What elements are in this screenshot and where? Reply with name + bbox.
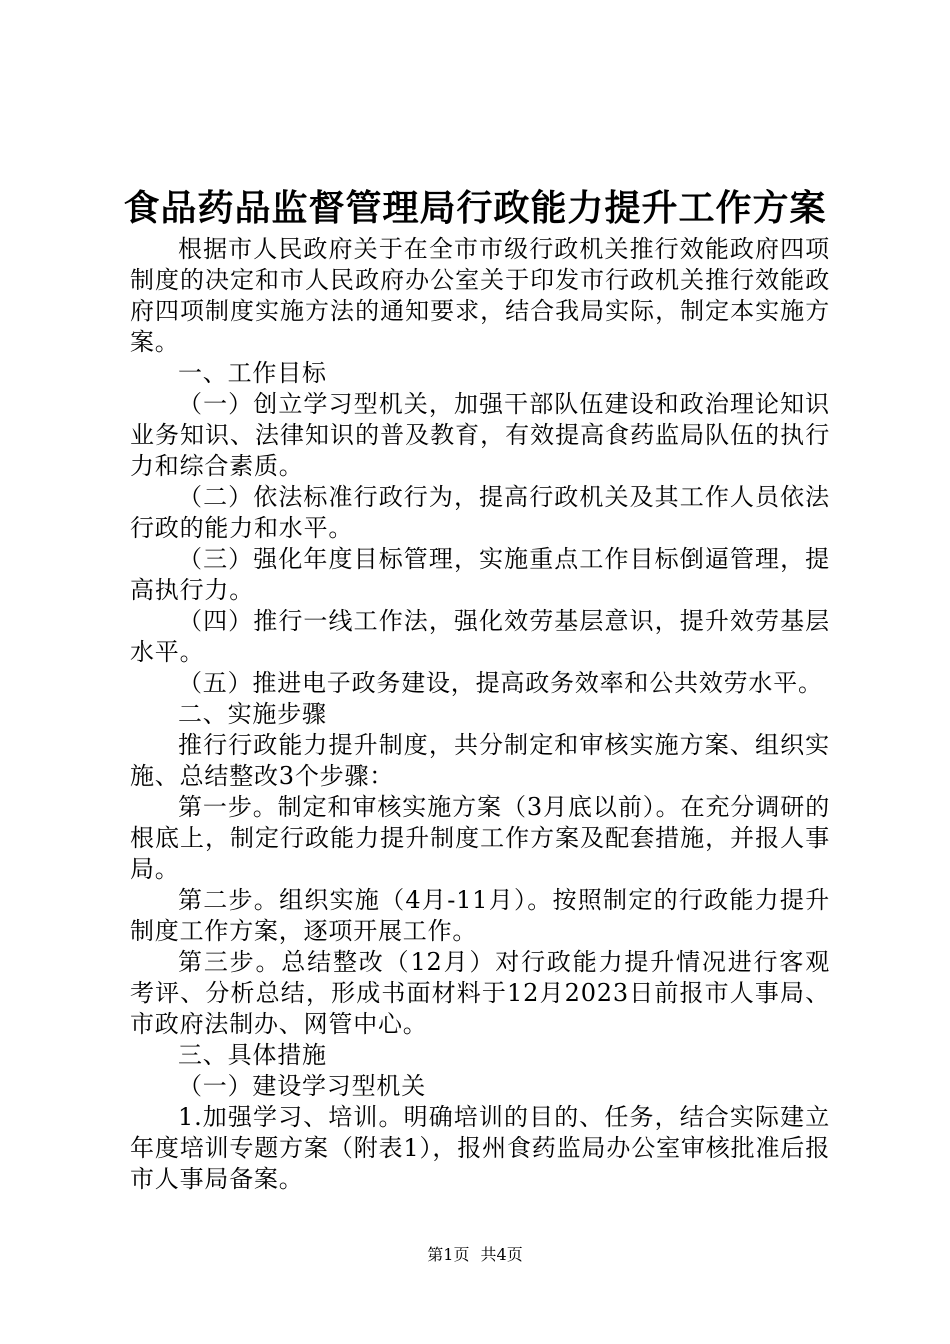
heading-specific-measures: 三、具体措施 [178,1041,327,1069]
paragraph-goal-2: （二）依法标准行政行为，提高行政机关及其工作人员依法行政的能力和水平。 [130,483,830,542]
paragraph-goal-3: （三）强化年度目标管理，实施重点工作目标倒逼管理，提高执行力。 [130,545,830,604]
paragraph-step-2: 第二步。组织实施（4月-11月）。按照制定的行政能力提升制度工作方案，逐项开展工作。 [130,886,830,945]
heading-implementation-steps: 二、实施步骤 [178,700,327,728]
page-total: 共4页 [480,1245,523,1264]
paragraph-intro: 根据市人民政府关于在全市市级行政机关推行效能政府四项制度的决定和市人民政府办公室关于印发市行政机关推行效能政府四项制度实施方法的通知要求，结合我局实际，制定本实施方案。 [130,235,830,356]
paragraph-measure-1: 1.加强学习、培训。明确培训的目的、任务，结合实际建立年度培训专题方案（附表1），报州食药监局办公室审核批准后报市人事局备案。 [130,1103,830,1193]
document-body [130,234,830,1195]
paragraph-goal-5: （五）推进电子政务建设，提高政务效率和公共效劳水平。 [178,669,823,697]
paragraph-goal-4: （四）推行一线工作法，强化效劳基层意识，提升效劳基层水平。 [130,607,830,666]
subheading-learning-organization: （一）建设学习型机关 [178,1072,426,1100]
paragraph-step-1: 第一步。制定和审核实施方案（3月底以前）。在充分调研的根底上，制定行政能力提升制度工作方案及配套措施，并报人事局。 [130,793,830,883]
page-footer [0,1245,950,1265]
page-number: 第1页 [427,1245,470,1264]
paragraph-steps-overview: 推行行政能力提升制度，共分制定和审核实施方案、组织实施、总结整改3个步骤： [130,731,830,790]
heading-work-goals: 一、工作目标 [178,359,327,387]
paragraph-goal-1: （一）创立学习型机关，加强干部队伍建设和政治理论知识业务知识、法律知识的普及教育，有效提高食药监局队伍的执行力和综合素质。 [130,390,830,480]
paragraph-step-3: 第三步。总结整改（12月）对行政能力提升情况进行客观考评、分析总结，形成书面材料于12月2023日前报市人事局、市政府法制办、网管中心。 [130,948,830,1038]
document-title: 食品药品监督管理局行政能力提升工作方案 [123,187,827,229]
